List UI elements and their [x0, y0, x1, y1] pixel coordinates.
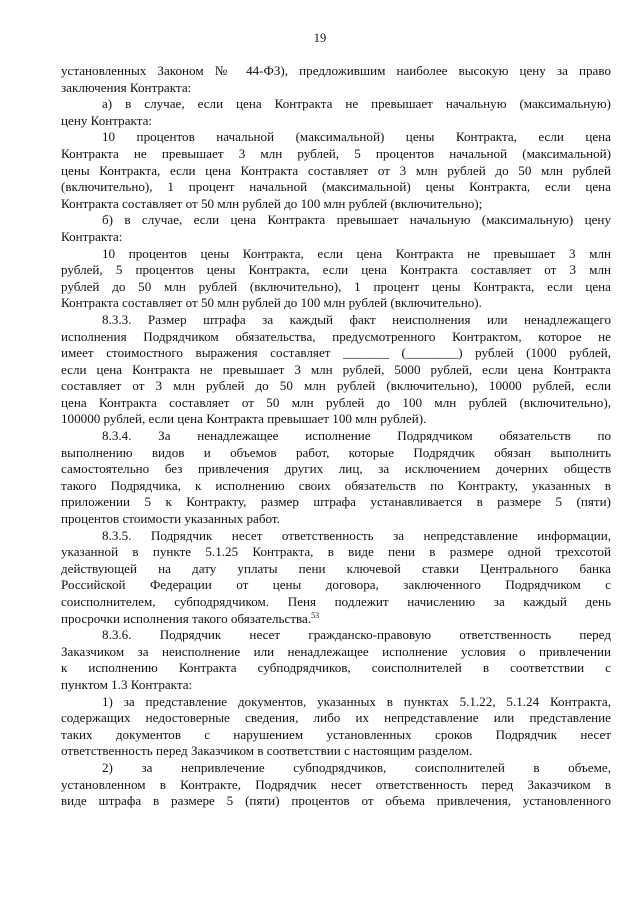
text-line — [61, 362, 611, 379]
text-line-content: ответственность перед Заказчиком в соответствии с настоящим разделом. — [61, 743, 473, 759]
text-line — [61, 710, 611, 727]
text-line — [61, 627, 611, 644]
text-line — [61, 163, 611, 180]
text-line — [61, 760, 611, 777]
text-line-content: если цена Контракта не превышает 3 млн рублей, 5000 рублей, если цена Контракта — [61, 361, 611, 377]
text-line-content: составляет от 3 млн рублей до 50 млн рублей (включительно), 10000 рублей, если — [61, 378, 611, 394]
text-line — [61, 694, 611, 711]
text-line — [61, 577, 611, 594]
text-line — [61, 478, 611, 495]
text-line-content: просрочки исполнения такого обязательства. — [61, 610, 312, 626]
text-line — [61, 345, 611, 362]
text-line — [61, 129, 611, 146]
text-line-content: исполнения Подрядчиком обязательства, предусмотренного Контрактом, которое не — [61, 328, 611, 344]
text-line — [61, 395, 611, 412]
text-line — [61, 777, 611, 794]
text-line-content: б) в случае, если цена Контракта превышает начальную (максимальную) цену — [102, 212, 611, 228]
text-line-content: виде штрафа в размере 5 (пяти) процентов от объема привлечения, установленного — [61, 793, 611, 809]
text-line-content: 8.3.4. За ненадлежащее исполнение Подрядчиком обязательств по — [102, 428, 611, 444]
text-line-content: 10 процентов начальной (максимальной) цены Контракта, если цена — [102, 129, 611, 145]
text-line-content: процентов стоимости указанных работ. — [61, 511, 280, 527]
text-line — [61, 511, 611, 528]
text-line — [61, 428, 611, 445]
text-line — [61, 594, 611, 611]
text-line — [61, 544, 611, 561]
text-line-content: цену Контракта: — [61, 112, 153, 128]
text-line-content: Контракта: — [61, 228, 123, 244]
document-body — [61, 63, 611, 810]
text-line-content: соисполнителем, субподрядчиком. Пеня подлежит начислению за каждый день — [61, 594, 611, 609]
text-line-content: действующей на дату уплаты пени ключевой ставки Центрального банка — [61, 560, 611, 576]
text-line — [61, 80, 611, 97]
text-line-content: (включительно), 1 процент начальной (максимальной) цены Контракта, если цена — [61, 179, 611, 195]
text-line-content: рублей до 50 млн рублей (включительно), 1 процент цены Контракта, если цена — [61, 278, 611, 294]
text-line-content: цена Контракта составляет от 50 млн рублей до 100 млн рублей (включительно), — [61, 394, 611, 410]
text-line-content: Контракта составляет от 50 млн рублей до 100 млн рублей (включительно). — [61, 295, 482, 311]
text-line-content: цены Контракта, если цена Контракта составляет от 3 млн рублей до 50 млн рублей — [61, 162, 611, 178]
text-line — [61, 561, 611, 578]
text-line-content: содержащих недостоверные сведения, либо их непредставление или представление — [61, 710, 611, 726]
text-line-content: такого Подрядчика, к исполнению своих обязательств по Контракту, указанных в — [61, 477, 611, 493]
text-line — [61, 660, 611, 677]
text-line-content: 8.3.5. Подрядчик несет ответственность за непредставление информации, — [102, 527, 611, 543]
text-line-content: 100000 рублей, если цена Контракта превышает 100 млн рублей). — [61, 411, 427, 427]
text-line — [61, 212, 611, 229]
text-line — [61, 63, 611, 80]
text-line-content: установленном в Контракте, Подрядчик несет ответственность перед Заказчиком в — [61, 776, 611, 792]
footnote-reference[interactable]: 53 — [311, 610, 320, 620]
text-line-content: 1) за представление документов, указанных в пунктах 5.1.22, 5.1.24 Контракта, — [102, 693, 611, 709]
text-line-content: имеет стоимостного выражения составляет _______ (________) рублей (1000 рублей, — [61, 345, 611, 361]
text-line — [61, 96, 611, 113]
text-line — [61, 644, 611, 661]
text-line — [61, 146, 611, 163]
text-line — [61, 378, 611, 395]
text-line — [61, 528, 611, 545]
text-line — [61, 329, 611, 346]
text-line — [61, 793, 611, 810]
text-line-content: 8.3.3. Размер штрафа за каждый факт неисполнения или ненадлежащего — [102, 311, 611, 327]
text-line — [61, 743, 611, 760]
text-line — [61, 295, 611, 312]
text-line-content: Контракта не превышает 3 млн рублей, 5 процентов начальной (максимальной) — [61, 145, 611, 161]
text-line — [61, 179, 611, 196]
text-line-content: 10 процентов цены Контракта, если цена Контракта не превышает 3 млн — [102, 245, 611, 261]
text-line — [61, 494, 611, 511]
text-line-content: Заказчиком за неисполнение или ненадлежащее исполнение условия о привлечении — [61, 643, 611, 659]
text-line-content: а) в случае, если цена Контракта не превышает начальную (максимальную) — [102, 96, 611, 112]
text-line — [61, 312, 611, 329]
text-line-content: пунктом 1.3 Контракта: — [61, 676, 193, 692]
text-line-content: таких документов с нарушением установленных сроков Подрядчик несет — [61, 726, 611, 742]
text-line — [61, 411, 611, 428]
text-line-content: заключения Контракта: — [61, 79, 192, 95]
text-line — [61, 196, 611, 213]
text-line-content: 2) за непривлечение субподрядчиков, соисполнителей в объеме, — [102, 759, 611, 775]
text-line — [61, 445, 611, 462]
text-line-content: Российской Федерации от цены договора, заключенного Подрядчиком с — [61, 577, 611, 593]
text-line — [61, 677, 611, 694]
text-line-content: выполнению видов и объемов работ, которые Подрядчик обязан выполнить — [61, 444, 611, 460]
text-line — [61, 727, 611, 744]
text-line-content: рублей, 5 процентов цены Контракта, если цена Контракта составляет от 3 млн — [61, 262, 611, 278]
text-line-content: приложении 5 к Контракту, размер штрафа устанавливается в размере 5 (пяти) — [61, 494, 611, 510]
text-line-content: самостоятельно без привлечения других лиц, за исключением дочерних обществ — [61, 461, 611, 477]
page-number: 19 — [313, 31, 327, 45]
text-line — [61, 246, 611, 263]
text-line-content: 8.3.6. Подрядчик несет гражданско-правовую ответственность перед — [102, 627, 611, 643]
text-line-content: к исполнению Контракта субподрядчиков, соисполнителей в соответствии с — [61, 660, 611, 676]
text-line-content: установленных Законом № 44-ФЗ), предложившим наиболее высокую цену за право — [61, 63, 611, 78]
text-line — [61, 229, 611, 246]
text-line — [61, 113, 611, 130]
text-line — [61, 262, 611, 279]
text-line — [61, 279, 611, 296]
text-line — [61, 461, 611, 478]
text-line-content: Контракта составляет от 50 млн рублей до 100 млн рублей (включительно); — [61, 195, 483, 211]
text-line — [61, 611, 611, 628]
text-line-content: указанной в пункте 5.1.25 Контракта, в виде пени в размере одной трехсотой — [61, 544, 611, 560]
